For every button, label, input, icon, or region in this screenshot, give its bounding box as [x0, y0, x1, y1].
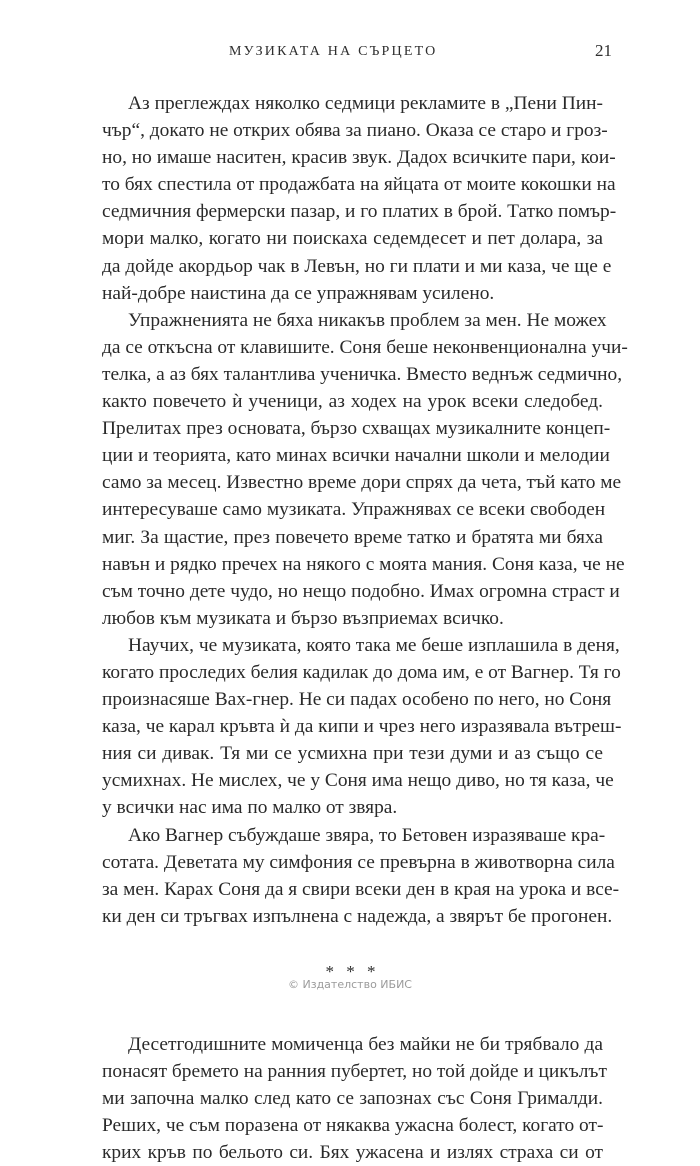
paragraph	[102, 307, 628, 632]
text-line: ми започна малко след като се запознах със Соня Грималди.	[102, 1088, 603, 1110]
text-line: любов към музиката и бързо възприемах всичко.	[102, 607, 504, 629]
text-line: Ако Вагнер събуждаше звяра, то Бетовен изразяваше кра-	[128, 824, 606, 846]
body-text	[102, 90, 628, 1166]
running-title: МУЗИКАТА НА СЪРЦЕТО	[229, 44, 438, 59]
text-line: у всички нас има по малко от звяра.	[102, 797, 398, 819]
text-line: произнасяше Вах-гнер. Не си падах особено по него, но Соня	[102, 689, 612, 711]
text-line: само за месец. Известно време дори спрях да чета, тъй като ме	[102, 472, 622, 494]
text-line: Десетгодишните момиченца без майки не би трябвало да	[128, 1034, 603, 1055]
section-separator: * * *	[325, 961, 380, 981]
page-number: 21	[595, 41, 612, 60]
text-line: седмичния фермерски пазар, и го платих в брой. Татко помър-	[102, 201, 617, 223]
text-line: Упражненията не бяха никакъв проблем за мен. Не можех	[128, 309, 607, 331]
text-line: Реших, че съм поразена от някаква ужасна болест, когато от-	[102, 1115, 604, 1137]
text-line: съм точно дете чудо, но нещо подобно. Имах огромна страст и	[102, 580, 620, 602]
paragraph	[102, 1031, 607, 1166]
text-line: да се откъсна от клавишите. Соня беше неконвенционална учи-	[102, 336, 628, 358]
publisher-footer: © Издателство ИБИС	[288, 978, 412, 991]
text-line: Прелитах през основата, бързо схващах музикалните концеп-	[102, 418, 611, 440]
text-line: ния си дивак. Тя ми се усмихна при тези думи и аз също се	[102, 743, 603, 765]
text-line: навън и рядко пречех на някого с моята мания. Соня каза, че не	[102, 553, 625, 575]
text-line: Научих, че музиката, която така ме беше изплашила в деня,	[128, 634, 620, 656]
text-line: то бях спестила от продажбата на яйцата от моите кокошки на	[102, 174, 616, 196]
text-line: телка, а аз бях талантлива ученичка. Вместо веднъж седмично,	[102, 363, 623, 385]
text-line: но, но имаше наситен, красив звук. Дадох всичките пари, кои-	[102, 147, 616, 169]
text-line: да дойде акордьор чак в Левън, но ги плати и ми каза, че ще е	[102, 255, 612, 277]
text-line: мори малко, когато ни поискаха седемдесет и пет долара, за	[102, 228, 603, 250]
paragraph	[102, 90, 617, 307]
text-line: крих кръв по бельото си. Бях ужасена и излях страха си от	[102, 1142, 603, 1164]
text-line: усмихнах. Не мислех, че у Соня има нещо диво, но тя каза, че	[102, 770, 614, 792]
text-line: най-добре наистина да се упражнявам усилено.	[102, 282, 495, 304]
paragraph	[102, 632, 622, 822]
text-line: ки ден си тръгвах изпълнена с надежда, а звярът бе прогонен.	[102, 905, 613, 927]
text-line: чър“, докато не открих обява за пиано. Оказа се старо и грoз-	[102, 120, 608, 142]
text-line: миг. За щастие, през повечето време татко и братята ми бяха	[102, 526, 603, 548]
text-line: за мен. Карах Соня да я свири всеки ден в края на урока и все-	[102, 878, 620, 900]
text-line: интересуваше само музиката. Упражнявах се всеки свободен	[102, 499, 606, 521]
text-line: каза, че карал кръвта ѝ да кипи и чрез него изразявала вътреш-	[102, 716, 622, 738]
text-line: ции и теорията, като минах всички начални школи и мелодии	[102, 445, 610, 467]
text-line: Аз преглеждах няколко седмици рекламите в „Пени Пин-	[128, 93, 603, 114]
text-line: както повечето ѝ ученици, аз ходех на урок всеки следобед.	[102, 391, 603, 413]
text-line: сотата. Деветата му симфония се превърна в животворна сила	[102, 851, 615, 873]
text-line: понасят бремето на ранния пубертет, но той дойде и цикълът	[102, 1061, 607, 1083]
text-line: когато проследих белия кадилак до дома им, е от Вагнер. Тя го	[102, 661, 621, 683]
paragraph	[102, 822, 620, 930]
